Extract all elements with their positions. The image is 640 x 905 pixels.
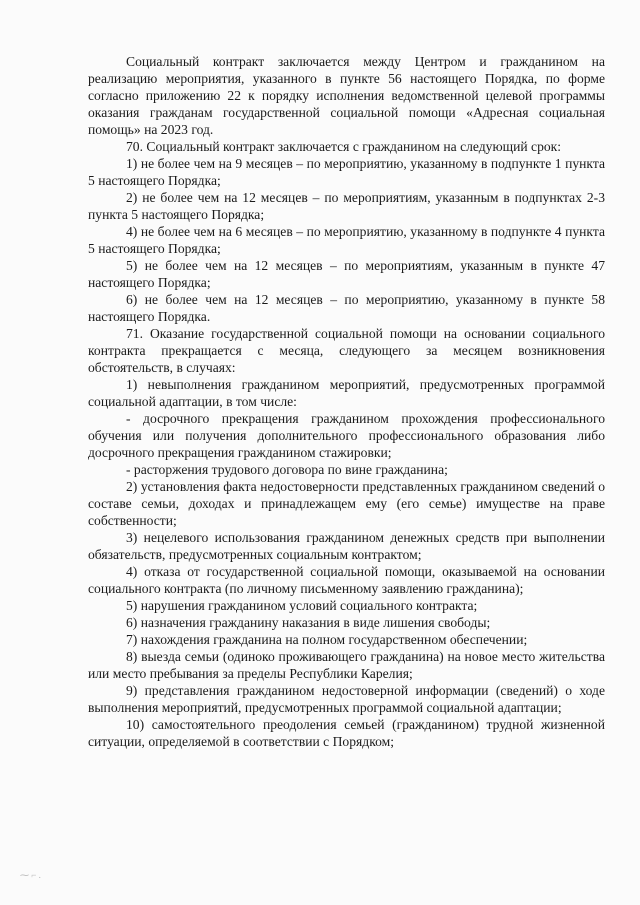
paragraph: 4) отказа от государственной социальной помощи, оказываемой на основании социального контракта (по личному письменному заявлению гражданина); [88,564,605,596]
paragraph: - досрочного прекращения гражданином прохождения профессионального обучения или получения дополнительного профессионального образования либо досрочного прекращения гражданином стажировки; [88,411,605,460]
paragraph: 71. Оказание государственной социальной помощи на основании социального контракта прекращается с месяца, следующего за месяцем возникновения обстоятельств, в случаях: [88,326,605,375]
paragraph: 6) назначения гражданину наказания в виде лишения свободы; [126,615,491,630]
paragraph: 5) нарушения гражданином условий социального контракта; [126,598,478,613]
paragraph: 2) установления факта недостоверности представленных гражданином сведений о составе семьи, доходах и принадлежащем ему (его семье) имуществе на праве собственности; [88,479,605,528]
paragraph: 7) нахождения гражданина на полном государственном обеспечении; [126,632,528,647]
paragraph: 2) не более чем на 12 месяцев – по мероприятиям, указанным в подпунктах 2-3 пункта 5 настоящего Порядка; [88,190,605,222]
paragraph: 5) не более чем на 12 месяцев – по мероприятиям, указанным в пункте 47 настоящего Порядка; [88,258,605,290]
paragraph: 1) не более чем на 9 месяцев – по мероприятию, указанному в подпункте 1 пункта 5 настоящего Порядка; [88,156,605,188]
paragraph: 9) представления гражданином недостоверной информации (сведений) о ходе выполнения мероприятий, предусмотренных программой социальной адаптации; [88,683,605,715]
paragraph: 10) самостоятельного преодоления семьей (гражданином) трудной жизненной ситуации, определяемой в соответствии с Порядком; [88,717,605,749]
paragraph: 8) выезда семьи (одиноко проживающего гражданина) на новое место жительства или место пребывания за пределы Республики Карелия; [88,649,605,681]
paragraph: - расторжения трудового договора по вине гражданина; [126,462,448,477]
paragraph: Социальный контракт заключается между Центром и гражданином на реализацию мероприятия, указанного в пункте 56 настоящего Порядка, по форме согласно приложению 22 к порядку исполнения ведомственной целевой программы оказания гражданам государственной социальной помощи «Адресная социальная помощь» на 2023 год. [88,54,605,137]
paragraph: 6) не более чем на 12 месяцев – по мероприятию, указанному в пункте 58 настоящего Порядка. [88,292,605,324]
paragraph: 4) не более чем на 6 месяцев – по мероприятию, указанному в подпункте 4 пункта 5 настоящего Порядка; [88,224,605,256]
document-body [88,53,605,750]
paragraph: 70. Социальный контракт заключается с гражданином на следующий срок: [126,139,562,154]
paragraph: 3) нецелевого использования гражданином денежных средств при выполнении обязательств, предусмотренных социальным контрактом; [88,530,605,562]
paragraph: 1) невыполнения гражданином мероприятий, предусмотренных программой социальной адаптации, в том числе: [88,377,605,409]
scan-mark: ⁓ ⌐ . [20,870,41,880]
